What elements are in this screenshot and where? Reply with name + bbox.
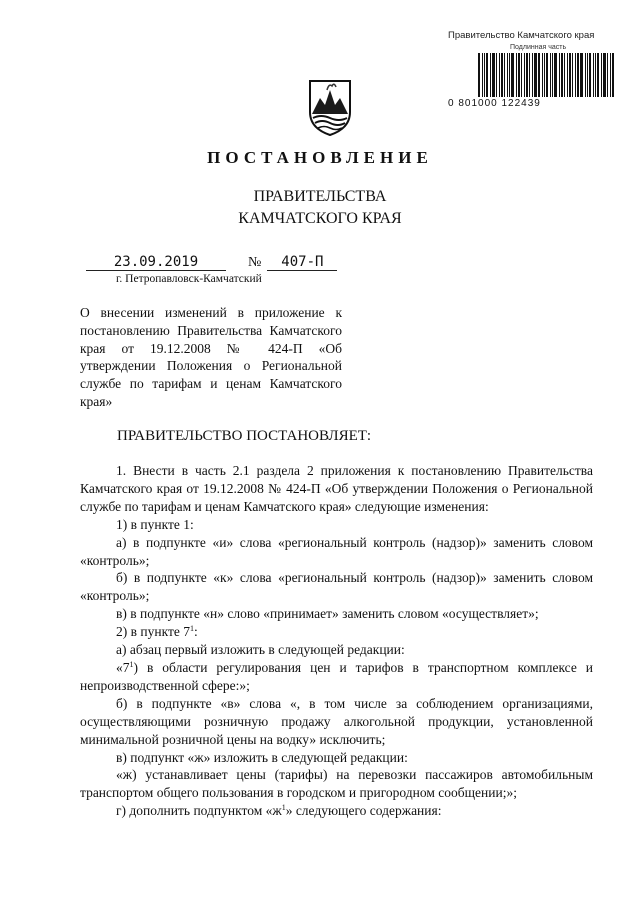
document-subject: О внесении изменений в приложение к постановлению Правительства Камчатского края от 19.12.2008 № 424-П «Об утверждении Положения о Региональной службе по тарифам и ценам Камчатского края» xyxy=(80,305,342,409)
barcode-bar xyxy=(490,53,491,97)
barcode-bar xyxy=(507,53,508,97)
paragraph-text: » следующего содержания: xyxy=(285,803,442,819)
barcode-bar xyxy=(552,53,553,97)
registration-stamp xyxy=(448,30,608,109)
barcode-bar xyxy=(597,53,599,97)
barcode-bars xyxy=(478,53,615,97)
barcode-bar xyxy=(509,53,510,97)
barcode-bar xyxy=(484,53,485,97)
paragraph: 1) в пункте 1: xyxy=(116,516,194,532)
barcode-bar xyxy=(529,53,530,97)
paragraph xyxy=(80,659,593,695)
decree-heading: ПРАВИТЕЛЬСТВО ПОСТАНОВЛЯЕТ: xyxy=(117,428,372,444)
barcode-bar xyxy=(526,53,528,97)
paragraph-text: 2) в пункте 7 xyxy=(116,624,190,640)
barcode-bar xyxy=(544,53,545,97)
barcode-bar xyxy=(499,53,500,97)
barcode-bar xyxy=(550,53,551,97)
paragraph: в) в подпункте «н» слово «принимает» заменить словом «осуществляет»; xyxy=(116,606,539,622)
barcode-bar xyxy=(538,53,540,97)
barcode-bar xyxy=(542,53,543,97)
barcode-bar xyxy=(585,53,586,97)
stamp-org-name: Правительство Камчатского края xyxy=(448,30,595,41)
barcode-bar xyxy=(516,53,517,97)
barcode-bar xyxy=(612,53,614,97)
barcode-bar xyxy=(587,53,588,97)
barcode xyxy=(448,53,608,97)
barcode-bar xyxy=(501,53,503,97)
barcode-bar xyxy=(532,53,533,97)
city-name: г. Петропавловск-Камчатский xyxy=(116,273,262,285)
barcode-bar xyxy=(593,53,594,97)
superscript: 1 xyxy=(281,803,286,813)
barcode-bar xyxy=(561,53,563,97)
barcode-bar xyxy=(567,53,568,97)
barcode-bar xyxy=(482,53,483,97)
issuer-block xyxy=(0,186,640,230)
document-type-title: ПОСТАНОВЛЕНИЕ xyxy=(207,148,433,167)
issuer-line-2: КАМЧАТСКОГО КРАЯ xyxy=(238,210,402,227)
paragraph: б) в подпункте «в» слова «, в том числе за соблюдением организациями, осуществляющими розничную продажу алкогольной продукции, установленной минимальной розничной цены на водку» исключить; xyxy=(80,695,593,747)
barcode-bar xyxy=(559,53,560,97)
barcode-bar xyxy=(569,53,571,97)
issuer-line-1: ПРАВИТЕЛЬСТВА xyxy=(253,188,387,205)
date-number-line xyxy=(86,254,337,271)
barcode-number: 0 801000 122439 xyxy=(448,98,541,109)
barcode-bar xyxy=(534,53,537,97)
barcode-bar xyxy=(595,53,596,97)
barcode-bar xyxy=(580,53,583,97)
barcode-bar xyxy=(610,53,611,97)
paragraph-text: г) дополнить подпунктом «ж xyxy=(116,803,282,819)
barcode-bar xyxy=(572,53,573,97)
paragraph: 1. Внести в часть 2.1 раздела 2 приложения к постановлению Правительства Камчатского края от 19.12.2008 № 424-П «Об утверждении Положения о Региональной службе по тарифам и ценам Камчатского края» следующие изменения: xyxy=(80,463,593,514)
barcode-bar xyxy=(496,53,497,97)
barcode-bar xyxy=(492,53,495,97)
paragraph: а) абзац первый изложить в следующей редакции: xyxy=(116,642,405,658)
barcode-bar xyxy=(521,53,522,97)
paragraph: «ж) устанавливает цены (тарифы) на перевозки пассажиров автомобильным транспортом общего пользования в городском и пригородном сообщении;»; xyxy=(80,767,593,801)
barcode-bar xyxy=(524,53,525,97)
document-date: 23.09.2019 xyxy=(86,254,226,271)
paragraph-text: ) в области регулирования цен и тарифов в транспортном комплексе и непроизводственной сфере:»; xyxy=(80,659,593,693)
paragraph-text: «7 xyxy=(116,659,130,675)
document-body xyxy=(80,462,593,820)
barcode-bar xyxy=(478,53,480,97)
paragraph xyxy=(80,802,593,820)
kamchatka-coat-of-arms-icon xyxy=(307,78,353,136)
paragraph-text: : xyxy=(193,624,198,640)
barcode-bar xyxy=(486,53,488,97)
barcode-bar xyxy=(607,53,608,97)
stamp-copy-label: Подлинная часть xyxy=(510,44,567,51)
paragraph: а) в подпункте «и» слова «региональный контроль (надзор)» заменить словом «контроль»; xyxy=(80,534,593,568)
barcode-bar xyxy=(518,53,520,97)
barcode-bar xyxy=(603,53,606,97)
paragraph xyxy=(80,623,593,641)
barcode-bar xyxy=(589,53,591,97)
barcode-bar xyxy=(564,53,565,97)
number-label: № xyxy=(248,255,262,270)
barcode-bar xyxy=(575,53,576,97)
barcode-bar xyxy=(511,53,514,97)
superscript: 1 xyxy=(189,624,194,634)
barcode-bar xyxy=(601,53,602,97)
document-number: 407-П xyxy=(267,254,337,271)
paragraph: в) подпункт «ж» изложить в следующей редакции: xyxy=(116,749,408,765)
barcode-bar xyxy=(554,53,557,97)
barcode-bar xyxy=(504,53,505,97)
paragraph: б) в подпункте «к» слова «региональный контроль (надзор)» заменить словом «контроль»; xyxy=(80,570,593,604)
barcode-bar xyxy=(546,53,548,97)
barcode-bar xyxy=(577,53,579,97)
superscript: 1 xyxy=(129,659,134,669)
